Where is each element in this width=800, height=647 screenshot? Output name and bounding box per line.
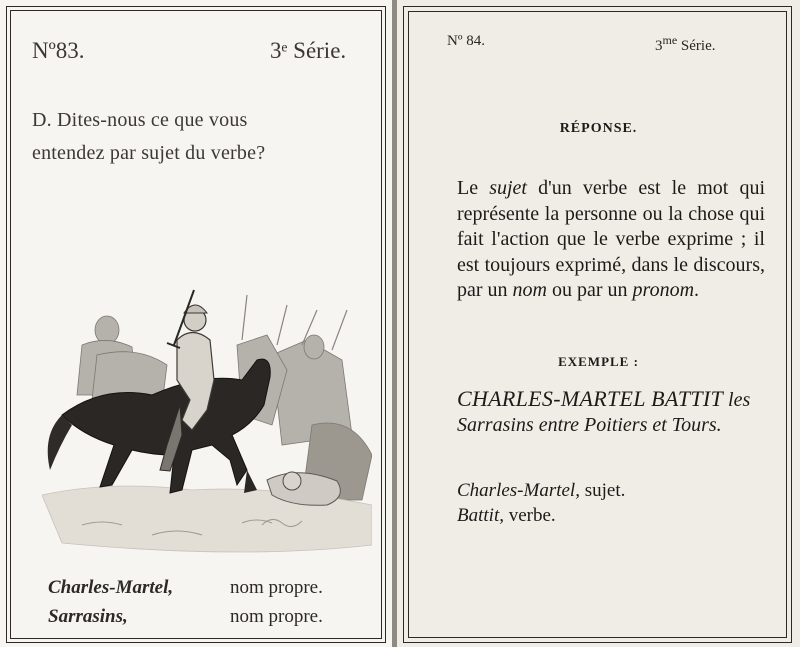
example-sentence: [457, 386, 769, 438]
answer-paragraph: [457, 176, 765, 304]
right-card: [397, 0, 800, 647]
response-heading: RÉPONSE.: [559, 121, 638, 136]
right-card-series: [655, 33, 716, 55]
question-line-1: D. Dites-nous ce que vous: [32, 109, 248, 131]
right-card-inner-border: [408, 11, 787, 638]
example-verb-line: [457, 505, 556, 527]
example-verb-label: verbe.: [503, 505, 556, 526]
answer-term-sujet: sujet: [489, 177, 527, 199]
caption-kind-2: nom propre.: [230, 606, 323, 627]
caption-line-2: [48, 606, 378, 628]
answer-part-4: .: [694, 279, 700, 301]
series-word: Série.: [680, 38, 716, 54]
answer-term-nom: nom: [512, 279, 547, 301]
left-card-number: Nº83.: [32, 38, 85, 63]
caption-kind-1: nom propre.: [230, 577, 323, 598]
series-superscript: me: [662, 33, 678, 47]
example-caps: CHARLES-MARTEL BATTIT: [457, 386, 724, 411]
question-text: [32, 104, 372, 170]
example-rest: les Sarrasins entre Poitiers et Tours.: [457, 389, 751, 436]
answer-part-2: d'un verbe est le mot qui représente la personne ou la chose qui fait l'action que le verbe exprime ; il est toujours exprimé, dans le discours, par un: [457, 177, 766, 301]
series-number: 3: [655, 38, 663, 54]
right-card-number: Nº 84.: [447, 33, 485, 49]
caption-line-1: [48, 577, 378, 599]
left-card-series: 3ᵉ Série.: [270, 38, 347, 63]
example-subject-name: Charles-Martel,: [457, 480, 580, 501]
answer-part-3: ou par un: [547, 279, 633, 301]
question-line-2: entendez par sujet du verbe?: [32, 142, 266, 164]
left-card: [0, 0, 392, 647]
charles-martel-horseman-illustration: [42, 285, 372, 555]
example-subject-line: [457, 480, 625, 502]
answer-term-pronom: pronom: [632, 279, 695, 301]
caption-proper-noun-1: Charles-Martel,: [48, 577, 174, 598]
answer-part-1: Le: [457, 177, 490, 199]
example-heading: EXEMPLE :: [558, 354, 639, 369]
caption-proper-noun-2: Sarrasins,: [48, 606, 128, 627]
example-subject-label: sujet.: [579, 480, 626, 501]
example-verb-name: Battit,: [457, 505, 504, 526]
